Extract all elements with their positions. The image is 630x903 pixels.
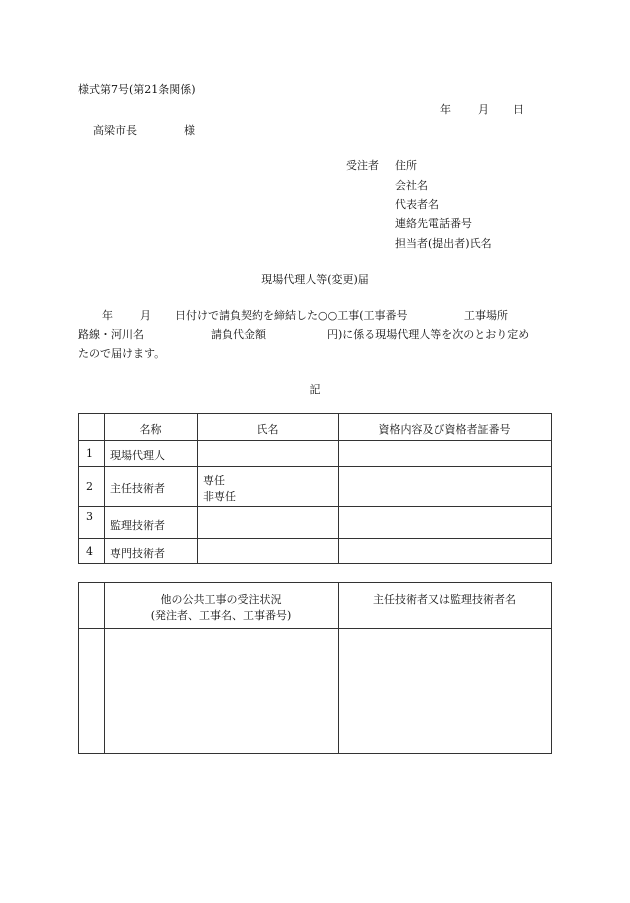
agent-table xyxy=(78,413,552,564)
contractor-phone-label: 連絡先電話番号 xyxy=(395,217,472,230)
document-title: 現場代理人等(変更)届 xyxy=(261,273,369,286)
header-other-works-detail: (発注者、工事名、工事番号) xyxy=(150,609,292,622)
body-text-amount: 請負代金額 xyxy=(211,328,266,341)
contractor-representative-label: 代表者名 xyxy=(395,198,439,211)
date-year-label: 年 xyxy=(440,103,451,116)
option-full-time: 専任 xyxy=(203,474,225,487)
row-number: 4 xyxy=(86,545,93,558)
row-number: 3 xyxy=(86,510,93,523)
other-works-table xyxy=(78,582,552,754)
body-month-label: 月 xyxy=(140,309,151,322)
row-number: 1 xyxy=(86,447,93,460)
row-role: 専門技術者 xyxy=(110,547,165,560)
row-role: 主任技術者 xyxy=(110,482,165,495)
date-month-label: 月 xyxy=(478,103,489,116)
form-number: 様式第7号(第21条関係) xyxy=(78,83,196,96)
body-text-contract: 日付けで請負契約を締結した○○工事(工事番号 xyxy=(175,309,408,322)
body-text-location: 工事場所 xyxy=(464,309,508,322)
option-part-time: 非専任 xyxy=(203,490,236,503)
body-text-route: 路線・河川名 xyxy=(78,328,144,341)
row-role: 監理技術者 xyxy=(110,519,165,532)
body-text-closing: たので届けます。 xyxy=(78,347,166,360)
contractor-label: 受注者 xyxy=(346,159,379,172)
addressee-name: 高梁市長 xyxy=(93,124,137,137)
date-day-label: 日 xyxy=(513,103,524,116)
contractor-address-label: 住所 xyxy=(395,159,417,172)
header-qualification: 資格内容及び資格者証番号 xyxy=(378,423,511,436)
header-chief-engineer: 主任技術者又は監理技術者名 xyxy=(373,593,516,606)
body-text-agent: 円)に係る現場代理人等を次のとおり定め xyxy=(327,328,530,341)
header-name: 氏名 xyxy=(256,423,279,436)
row-role: 現場代理人 xyxy=(110,449,165,462)
header-role: 名称 xyxy=(139,423,162,436)
contractor-company-label: 会社名 xyxy=(395,179,428,192)
ki-heading: 記 xyxy=(309,383,321,396)
header-other-works: 他の公共工事の受注状況 xyxy=(160,593,282,606)
body-year-label: 年 xyxy=(102,309,113,322)
addressee-honorific: 様 xyxy=(184,124,195,137)
contractor-submitter-label: 担当者(提出者)氏名 xyxy=(395,237,492,250)
row-number: 2 xyxy=(86,480,93,493)
